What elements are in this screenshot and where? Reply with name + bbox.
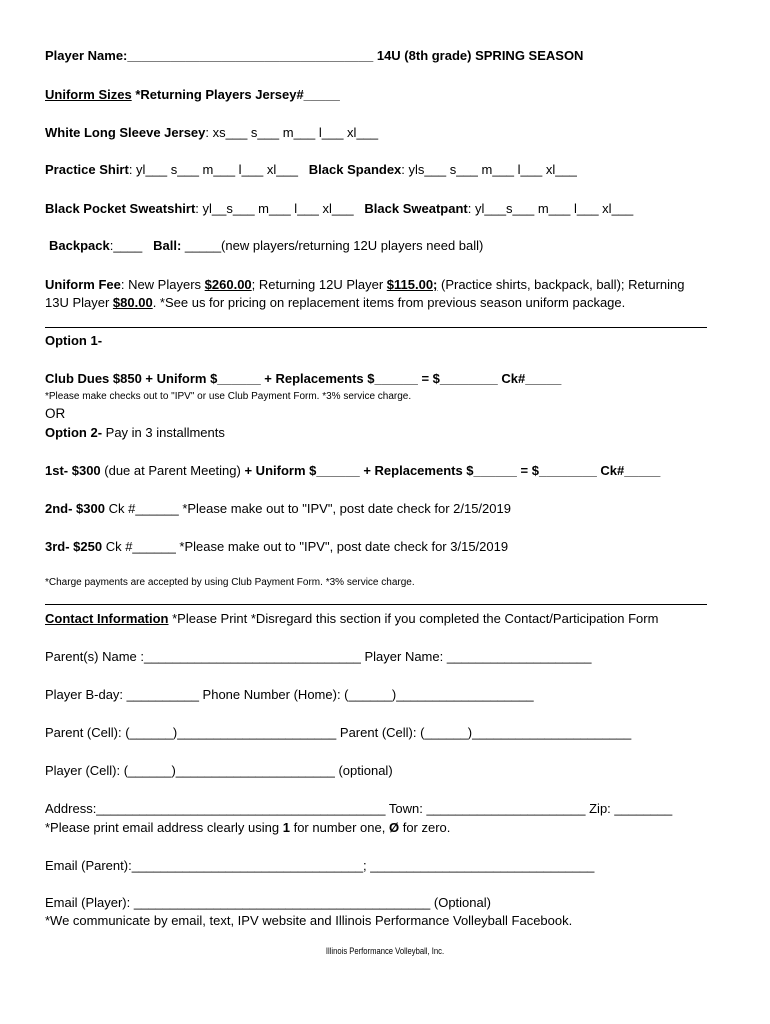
option1-title: Option 1- [45,333,103,348]
installment-3-text[interactable]: Ck #______ *Please make out to "IPV", post date check for 3/15/2019 [102,539,509,554]
contact-label: Contact Information [45,611,169,626]
sweatshirt-sizes[interactable]: : yl__s___ m___ l___ xl___ [195,201,354,216]
installment-2-amount: 2nd- $300 [45,501,105,516]
footer-text: Illinois Performance Volleyball, Inc. [325,946,445,956]
communicate-note: *We communicate by email, text, IPV website and Illinois Performance Volleyball Facebook. [45,913,573,928]
player-name-header [45,48,583,64]
backpack-label: Backpack [49,238,110,253]
returning-12u-price: $115.00; [386,277,438,292]
sweatshirt-label: Black Pocket Sweatshirt [45,201,196,216]
option2-subtitle: Pay in 3 installments [102,425,225,440]
installment-1-due: (due at Parent Meeting) [100,463,241,478]
installment-3 [45,539,508,555]
returning-jersey-field[interactable]: *Returning Players Jersey#_____ [135,87,340,102]
spandex-sizes[interactable]: : yls___ s___ m___ l___ xl___ [401,162,577,177]
fee-label: Uniform Fee [45,277,121,292]
installment-1-fields[interactable]: + Uniform $______ + Replacements $______ = $________ Ck#_____ [240,463,661,478]
ball-label: Ball: [153,238,182,253]
sweats-line [45,201,633,217]
email-note-c: for zero. [399,820,451,835]
charge-note: *Charge payments are accepted by using Club Payment Form. *3% service charge. [45,577,415,588]
fee-line-2 [45,295,625,311]
fee-text-1: : New Players [120,277,205,292]
bday-phone-field[interactable]: Player B-day: __________ Phone Number (Home): (______)___________________ [45,687,534,702]
option1-note: *Please make checks out to "IPV" or use Club Payment Form. *3% service charge. [45,391,412,402]
installment-2-text[interactable]: Ck #______ *Please make out to "IPV", post date check for 2/15/2019 [104,501,511,516]
fee-text-4: 13U Player [45,295,113,310]
parent-name-field[interactable]: Parent(s) Name :______________________________ Player Name: ____________________ [45,649,592,664]
uniform-sizes-heading [45,87,340,103]
email-note [45,820,450,836]
backpack-line [49,238,483,254]
fee-text-5: . *See us for pricing on replacement items from previous season uniform package. [152,295,626,310]
parent-cell-field[interactable]: Parent (Cell): (______)______________________ Parent (Cell): (______)______________________ [45,725,632,740]
option2-heading [45,425,225,441]
option1-line[interactable]: Club Dues $850 + Uniform $______ + Replacements $______ = $________ Ck#_____ [45,371,562,386]
email-note-a: *Please print email address clearly using [45,820,283,835]
installment-1-amount: 1st- $300 [45,463,101,478]
fee-text-3: (Practice shirts, backpack, ball); Returning [437,277,685,292]
backpack-blank[interactable]: :____ [109,238,143,253]
jersey-label: White Long Sleeve Jersey [45,125,206,140]
uniform-sizes-label: Uniform Sizes [45,87,132,102]
ball-text[interactable]: _____(new players/returning 12U players need ball) [184,238,484,253]
sweatpant-sizes[interactable]: : yl___s___ m___ l___ xl___ [467,201,634,216]
fee-text-2: ; Returning 12U Player [251,277,387,292]
player-cell-field[interactable]: Player (Cell): (______)______________________ (optional) [45,763,393,778]
season-title: 14U (8th grade) SPRING SEASON [376,48,584,63]
jersey-sizes[interactable]: : xs___ s___ m___ l___ xl___ [205,125,379,140]
practice-line [45,162,577,178]
player-name-label: Player Name: [45,48,128,63]
installment-2 [45,501,511,517]
contact-heading [45,611,658,627]
contact-print-note: *Please Print *Disregard this section if you completed the Contact/Participation Form [168,611,659,626]
or-text: OR [45,406,66,421]
installment-1 [45,463,660,479]
address-field[interactable]: Address:________________________________________ Town: ______________________ Zip: ________ [45,801,673,816]
divider-2 [45,604,707,605]
email-note-one: 1 [282,820,290,835]
player-name-blank[interactable]: __________________________________ [127,48,374,63]
practice-shirt-label: Practice Shirt [45,162,129,177]
option2-title: Option 2- [45,425,103,440]
installment-3-amount: 3rd- $250 [45,539,103,554]
fee-line-1 [45,277,685,293]
new-player-price: $260.00 [204,277,252,292]
divider-1 [45,327,707,328]
email-note-b: for number one, [289,820,389,835]
spandex-label: Black Spandex [308,162,402,177]
practice-shirt-sizes[interactable]: : yl___ s___ m___ l___ xl___ [128,162,298,177]
email-note-zero: Ø [388,820,400,835]
sweatpant-label: Black Sweatpant [364,201,468,216]
email-parent-field[interactable]: Email (Parent):________________________________; _______________________________ [45,858,595,873]
returning-13u-price: $80.00 [112,295,153,310]
email-player-field[interactable]: Email (Player): _________________________________________ (Optional) [45,895,491,910]
jersey-line [45,125,378,141]
